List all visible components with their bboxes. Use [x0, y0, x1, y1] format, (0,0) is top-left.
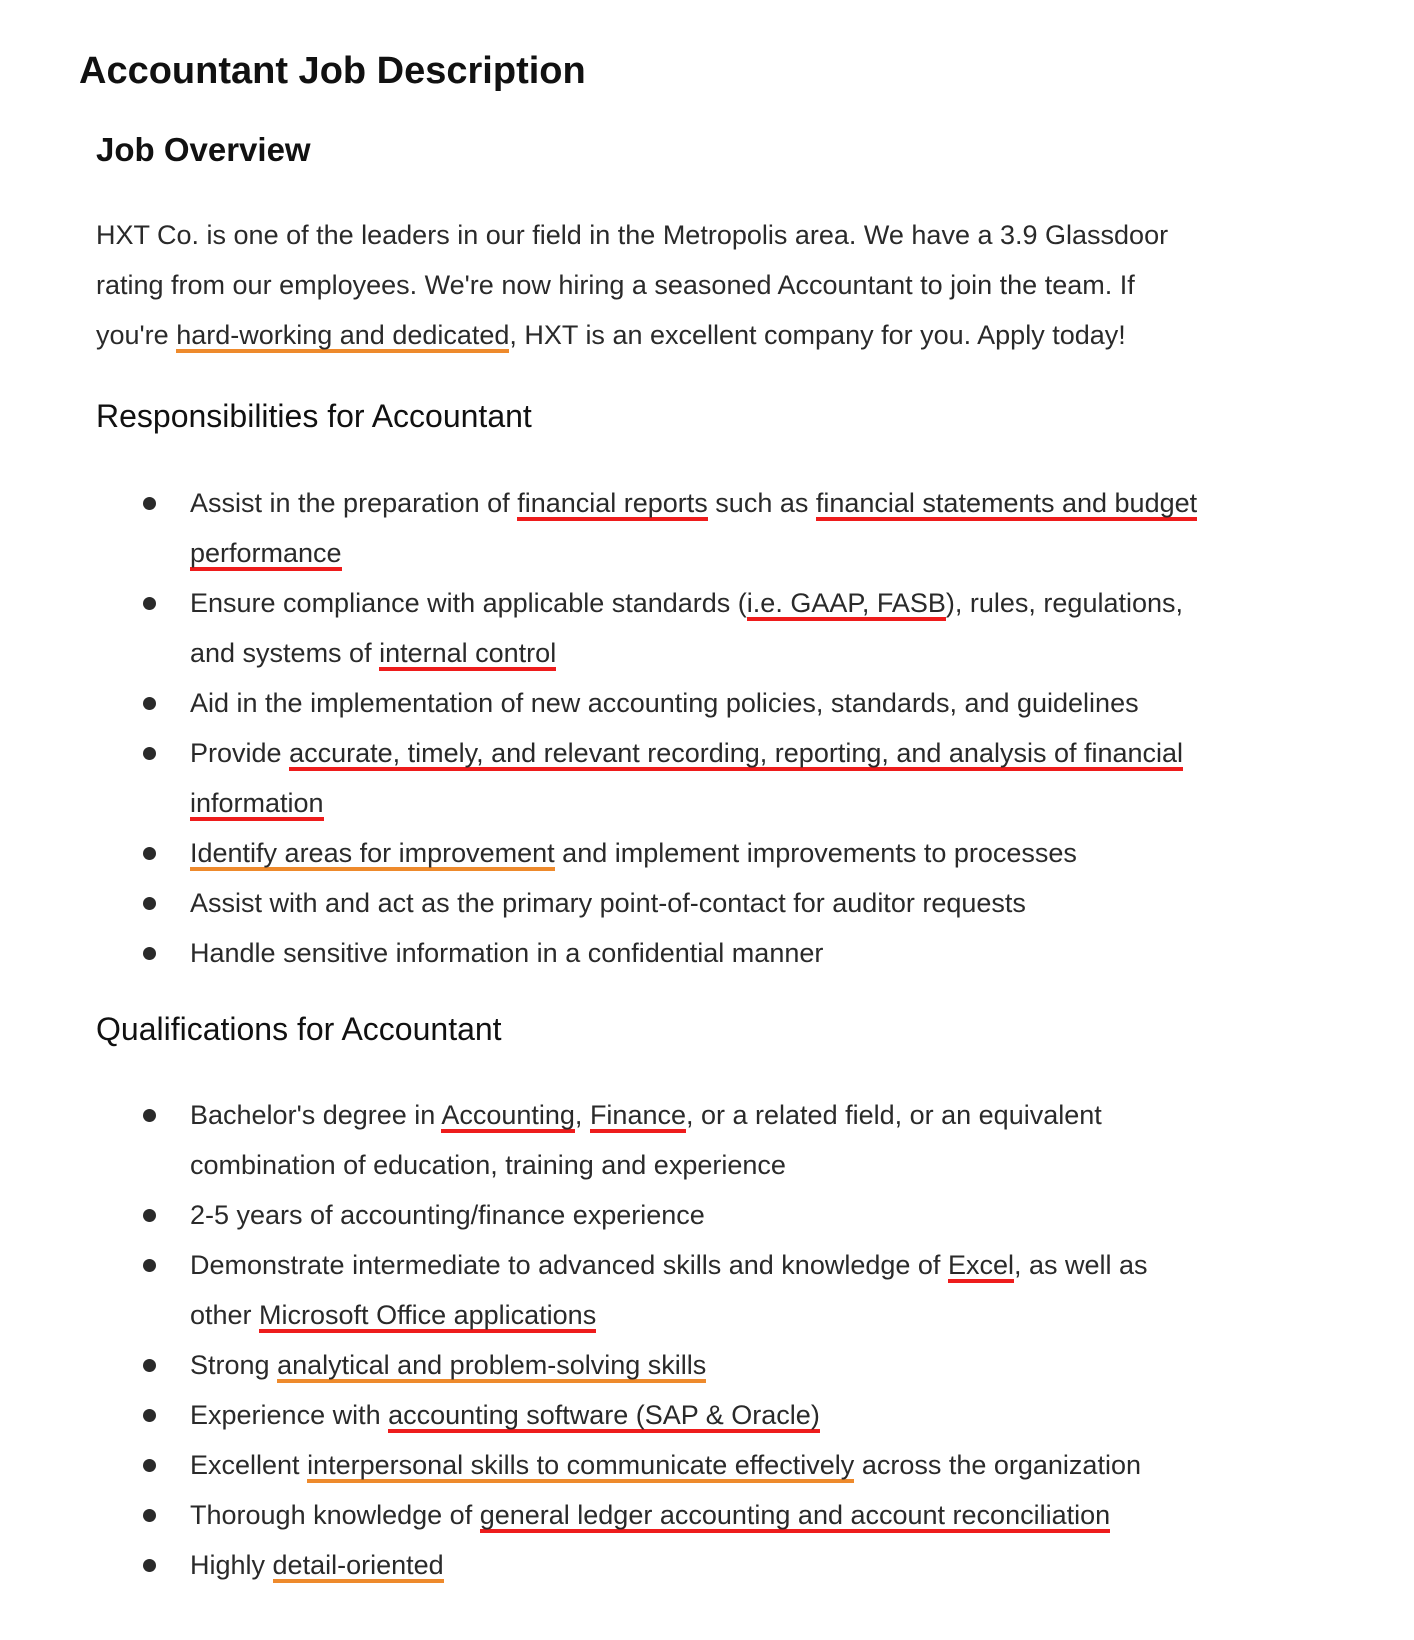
bullet-icon: [143, 947, 156, 960]
item-line: [190, 1440, 1414, 1490]
highlight-red: Finance: [590, 1100, 686, 1133]
item-text: 2-5 years of accounting/finance experience: [190, 1200, 705, 1230]
item-text: Strong: [190, 1350, 278, 1380]
highlight-red: information: [190, 788, 324, 821]
item-text: combination of education, training and experience: [190, 1150, 786, 1180]
item-line: [190, 628, 1414, 678]
highlight-red: accounting software (SAP & Oracle): [388, 1400, 820, 1433]
item-line: [190, 578, 1414, 628]
list-item: [0, 1440, 1414, 1490]
highlight-red: i.e. GAAP, FASB: [747, 588, 946, 621]
highlight-orange: interpersonal skills to communicate effectively: [307, 1450, 854, 1483]
item-text: Handle sensitive information in a confidential manner: [190, 938, 824, 968]
bullet-icon: [143, 597, 156, 610]
highlight-red: general ledger accounting and account reconciliation: [480, 1500, 1110, 1533]
item-line: [190, 1490, 1414, 1540]
item-line: [190, 528, 1414, 578]
qualifications-heading: Qualifications for Accountant: [96, 1011, 502, 1047]
item-line: [190, 728, 1414, 778]
item-line: [190, 828, 1414, 878]
item-text: Experience with: [190, 1400, 389, 1430]
bullet-icon: [143, 697, 156, 710]
highlight-red: accurate, timely, and relevant recording, reporting, and analysis of financial: [289, 738, 1183, 771]
highlight-orange: Identify areas for improvement: [190, 838, 555, 871]
item-line: [190, 1390, 1414, 1440]
bullet-icon: [143, 1359, 156, 1372]
highlight-red: Excel: [948, 1250, 1014, 1283]
responsibilities-list: [0, 478, 1414, 978]
list-item: [0, 1240, 1414, 1340]
job-overview-paragraph: [96, 210, 1326, 360]
list-item: [0, 1390, 1414, 1440]
overview-line: [96, 310, 1326, 360]
item-text: Highly: [190, 1550, 273, 1580]
highlight-orange: hard-working and dedicated: [176, 320, 509, 353]
job-overview-heading: Job Overview: [96, 131, 311, 168]
highlight-red: financial reports: [517, 488, 708, 521]
list-item: [0, 478, 1414, 578]
item-text: ,: [574, 1100, 590, 1130]
highlight-orange: analytical and problem-solving skills: [277, 1350, 706, 1383]
item-text: Aid in the implementation of new accounting policies, standards, and guidelines: [190, 688, 1139, 718]
item-text: and systems of: [190, 638, 380, 668]
item-text: , or a related field, or an equivalent: [686, 1100, 1102, 1130]
list-item: [0, 728, 1414, 828]
item-text: Bachelor's degree in: [190, 1100, 442, 1130]
overview-line: rating from our employees. We're now hiring a seasoned Accountant to join the team. If: [96, 270, 1135, 300]
item-line: [190, 1340, 1414, 1390]
list-item: [0, 1190, 1414, 1240]
item-text: Assist in the preparation of: [190, 488, 518, 518]
bullet-icon: [143, 1209, 156, 1222]
qualifications-list: [0, 1090, 1414, 1590]
bullet-icon: [143, 497, 156, 510]
item-line: [190, 1240, 1414, 1290]
item-text: across the organization: [854, 1450, 1141, 1480]
highlight-orange: detail-oriented: [273, 1550, 444, 1583]
item-line: [190, 478, 1414, 528]
bullet-icon: [143, 1409, 156, 1422]
highlight-red: financial statements and budget: [816, 488, 1197, 521]
page-title: Accountant Job Description: [79, 50, 586, 92]
list-item: [0, 578, 1414, 678]
item-line: [190, 778, 1414, 828]
list-item: [0, 1490, 1414, 1540]
item-line: [190, 1290, 1414, 1340]
highlight-red: internal control: [379, 638, 556, 671]
bullet-icon: [143, 1509, 156, 1522]
responsibilities-heading: Responsibilities for Accountant: [96, 398, 532, 434]
item-line: [190, 1540, 1414, 1590]
overview-text: , HXT is an excellent company for you. Apply today!: [509, 320, 1126, 350]
highlight-red: performance: [190, 538, 342, 571]
highlight-red: Microsoft Office applications: [259, 1300, 596, 1333]
list-item: [0, 828, 1414, 878]
item-text: , as well as: [1013, 1250, 1148, 1280]
list-item: [0, 1340, 1414, 1390]
list-item: [0, 678, 1414, 728]
item-text: Ensure compliance with applicable standards (: [190, 588, 747, 618]
overview-line: HXT Co. is one of the leaders in our field in the Metropolis area. We have a 3.9 Glassdoor: [96, 220, 1169, 250]
item-text: other: [190, 1300, 260, 1330]
item-text: Excellent: [190, 1450, 308, 1480]
item-line: [190, 1090, 1414, 1140]
bullet-icon: [143, 747, 156, 760]
bullet-icon: [143, 1109, 156, 1122]
item-text: Thorough knowledge of: [190, 1500, 480, 1530]
bullet-icon: [143, 897, 156, 910]
item-text: such as: [707, 488, 816, 518]
bullet-icon: [143, 847, 156, 860]
item-text: Provide: [190, 738, 290, 768]
item-text: ), rules, regulations,: [945, 588, 1184, 618]
bullet-icon: [143, 1459, 156, 1472]
list-item: [0, 1540, 1414, 1590]
item-text: Demonstrate intermediate to advanced skills and knowledge of: [190, 1250, 948, 1280]
bullet-icon: [143, 1559, 156, 1572]
list-item: [0, 878, 1414, 928]
item-text: and implement improvements to processes: [554, 838, 1077, 868]
highlight-red: Accounting: [441, 1100, 575, 1133]
list-item: [0, 1090, 1414, 1190]
overview-text: you're: [96, 320, 177, 350]
bullet-icon: [143, 1259, 156, 1272]
item-text: Assist with and act as the primary point-of-contact for auditor requests: [190, 888, 1026, 918]
list-item: [0, 928, 1414, 978]
